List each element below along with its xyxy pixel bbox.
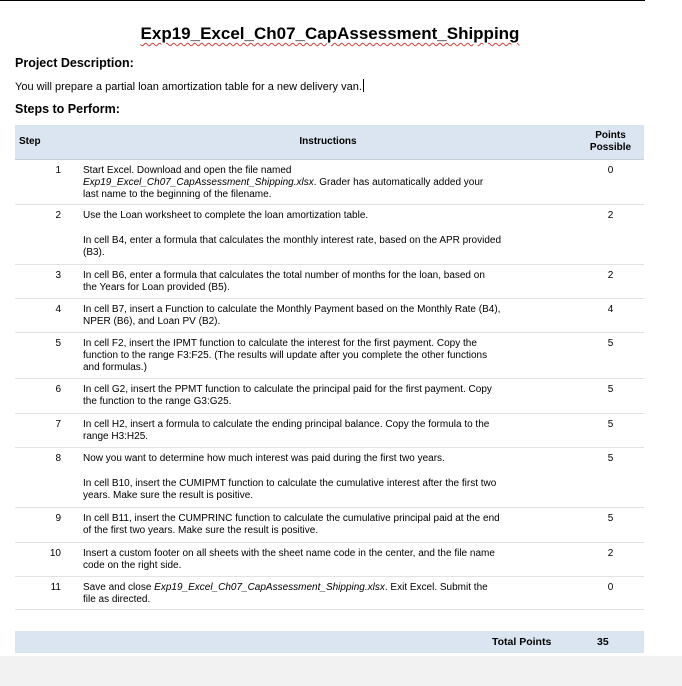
instruction-line: last name to the beginning of the filename. <box>83 188 272 200</box>
step-number: 9 <box>15 507 79 542</box>
instruction-line: Use the Loan worksheet to complete the loan amortization table. <box>83 209 369 221</box>
instruction-line <box>83 177 573 189</box>
step-instructions <box>79 378 577 413</box>
instruction-line: file as directed. <box>83 593 151 605</box>
paragraph-gap <box>83 465 573 478</box>
file-name: Exp19_Excel_Ch07_CapAssessment_Shipping.xlsx <box>154 581 385 593</box>
instruction-line: In cell F2, insert the IPMT function to calculate the interest for the first payment. Copy the <box>83 337 477 349</box>
instruction-line <box>83 582 573 594</box>
step-points: 2 <box>577 542 644 576</box>
instruction-line: range H3:H25. <box>83 430 149 442</box>
step-points: 2 <box>577 264 644 298</box>
header-points-possible <box>577 125 644 159</box>
step-number: 2 <box>15 204 79 264</box>
step-number: 7 <box>15 413 79 447</box>
table-row <box>15 413 644 447</box>
total-points-label: Total Points <box>492 636 552 648</box>
step-instructions <box>79 507 577 542</box>
instruction-line: NPER (B6), and Loan PV (B2). <box>83 315 221 327</box>
step-points: 4 <box>577 298 644 332</box>
step-number: 5 <box>15 332 79 378</box>
header-points-line1: Points <box>595 129 626 141</box>
step-points: 0 <box>577 159 644 204</box>
step-instructions <box>79 204 577 264</box>
step-instructions <box>79 298 577 332</box>
instruction-line: code on the right side. <box>83 559 182 571</box>
total-points-row <box>15 631 644 653</box>
instruction-line: Insert a custom footer on all sheets with the sheet name code in the center, and the file name <box>83 547 495 559</box>
instruction-text: . Grader has automatically added your <box>313 176 484 188</box>
table-row <box>15 264 644 298</box>
instruction-line: and formulas.) <box>83 361 147 373</box>
table-row <box>15 378 644 413</box>
step-points: 2 <box>577 204 644 264</box>
project-description-content: You will prepare a partial loan amortization table for a new delivery van. <box>15 81 362 93</box>
step-instructions <box>79 264 577 298</box>
step-instructions <box>79 447 577 507</box>
step-instructions <box>79 332 577 378</box>
step-number: 1 <box>15 159 79 204</box>
header-points-line2: Possible <box>589 141 632 153</box>
page-bottom-margin <box>0 656 682 686</box>
step-number: 3 <box>15 264 79 298</box>
table-row <box>15 204 644 264</box>
step-number: 4 <box>15 298 79 332</box>
top-rule <box>0 0 645 1</box>
instruction-line: function to the range F3:F25. (The results will update after you complete the other functions <box>83 349 488 361</box>
step-number: 6 <box>15 378 79 413</box>
step-instructions <box>79 413 577 447</box>
instruction-line: (B3). <box>83 246 105 258</box>
header-step: Step <box>15 125 79 159</box>
step-number: 10 <box>15 542 79 576</box>
instruction-text: Save and close <box>83 581 155 593</box>
step-points: 5 <box>577 378 644 413</box>
steps-table <box>15 125 644 610</box>
table-row <box>15 542 644 576</box>
table-row <box>15 576 644 609</box>
instruction-line: the Years for Loan provided (B5). <box>83 281 230 293</box>
text-cursor <box>363 79 364 92</box>
step-instructions <box>79 542 577 576</box>
instruction-line: In cell G2, insert the PPMT function to calculate the principal paid for the first payment. Copy <box>83 383 492 395</box>
instruction-line: Start Excel. Download and open the file named <box>83 164 292 176</box>
step-points: 5 <box>577 413 644 447</box>
instruction-line: the function to the range G3:G25. <box>83 395 232 407</box>
header-instructions: Instructions <box>79 125 577 159</box>
file-name: Exp19_Excel_Ch07_CapAssessment_Shipping.xlsx <box>83 176 314 188</box>
document-title: Exp19_Excel_Ch07_CapAssessment_Shipping <box>140 24 520 43</box>
step-instructions <box>79 159 577 204</box>
project-description-text[interactable] <box>15 79 364 93</box>
total-points-value: 35 <box>597 636 609 648</box>
instruction-line: Now you want to determine how much interest was paid during the first two years. <box>83 452 445 464</box>
table-row <box>15 332 644 378</box>
instruction-line: In cell H2, insert a formula to calculate the ending principal balance. Copy the formula to the <box>83 418 490 430</box>
instruction-line: years. Make sure the result is positive. <box>83 489 254 501</box>
paragraph-gap <box>83 222 573 235</box>
step-number: 11 <box>15 576 79 609</box>
table-header-row <box>15 125 644 159</box>
step-points: 0 <box>577 576 644 609</box>
step-points: 5 <box>577 332 644 378</box>
step-points: 5 <box>577 447 644 507</box>
instruction-text: . Exit Excel. Submit the <box>384 581 488 593</box>
instruction-line: of the first two years. Make sure the result is positive. <box>83 524 319 536</box>
project-description-heading: Project Description: <box>15 56 134 70</box>
step-points: 5 <box>577 507 644 542</box>
instruction-line: In cell B7, insert a Function to calculate the Monthly Payment based on the Monthly Rate (B4), <box>83 303 501 315</box>
instruction-line: In cell B4, enter a formula that calculates the monthly interest rate, based on the APR provided <box>83 234 502 246</box>
step-instructions <box>79 576 577 609</box>
instruction-line: In cell B11, insert the CUMPRINC function to calculate the cumulative principal paid at the end <box>83 512 500 524</box>
table-row <box>15 507 644 542</box>
table-row <box>15 298 644 332</box>
instruction-line: In cell B6, enter a formula that calculates the total number of months for the loan, based on <box>83 269 485 281</box>
step-number: 8 <box>15 447 79 507</box>
steps-heading: Steps to Perform: <box>15 102 120 116</box>
instruction-line: In cell B10, insert the CUMIPMT function to calculate the cumulative interest after the first two <box>83 477 497 489</box>
table-row <box>15 447 644 507</box>
table-row <box>15 159 644 204</box>
